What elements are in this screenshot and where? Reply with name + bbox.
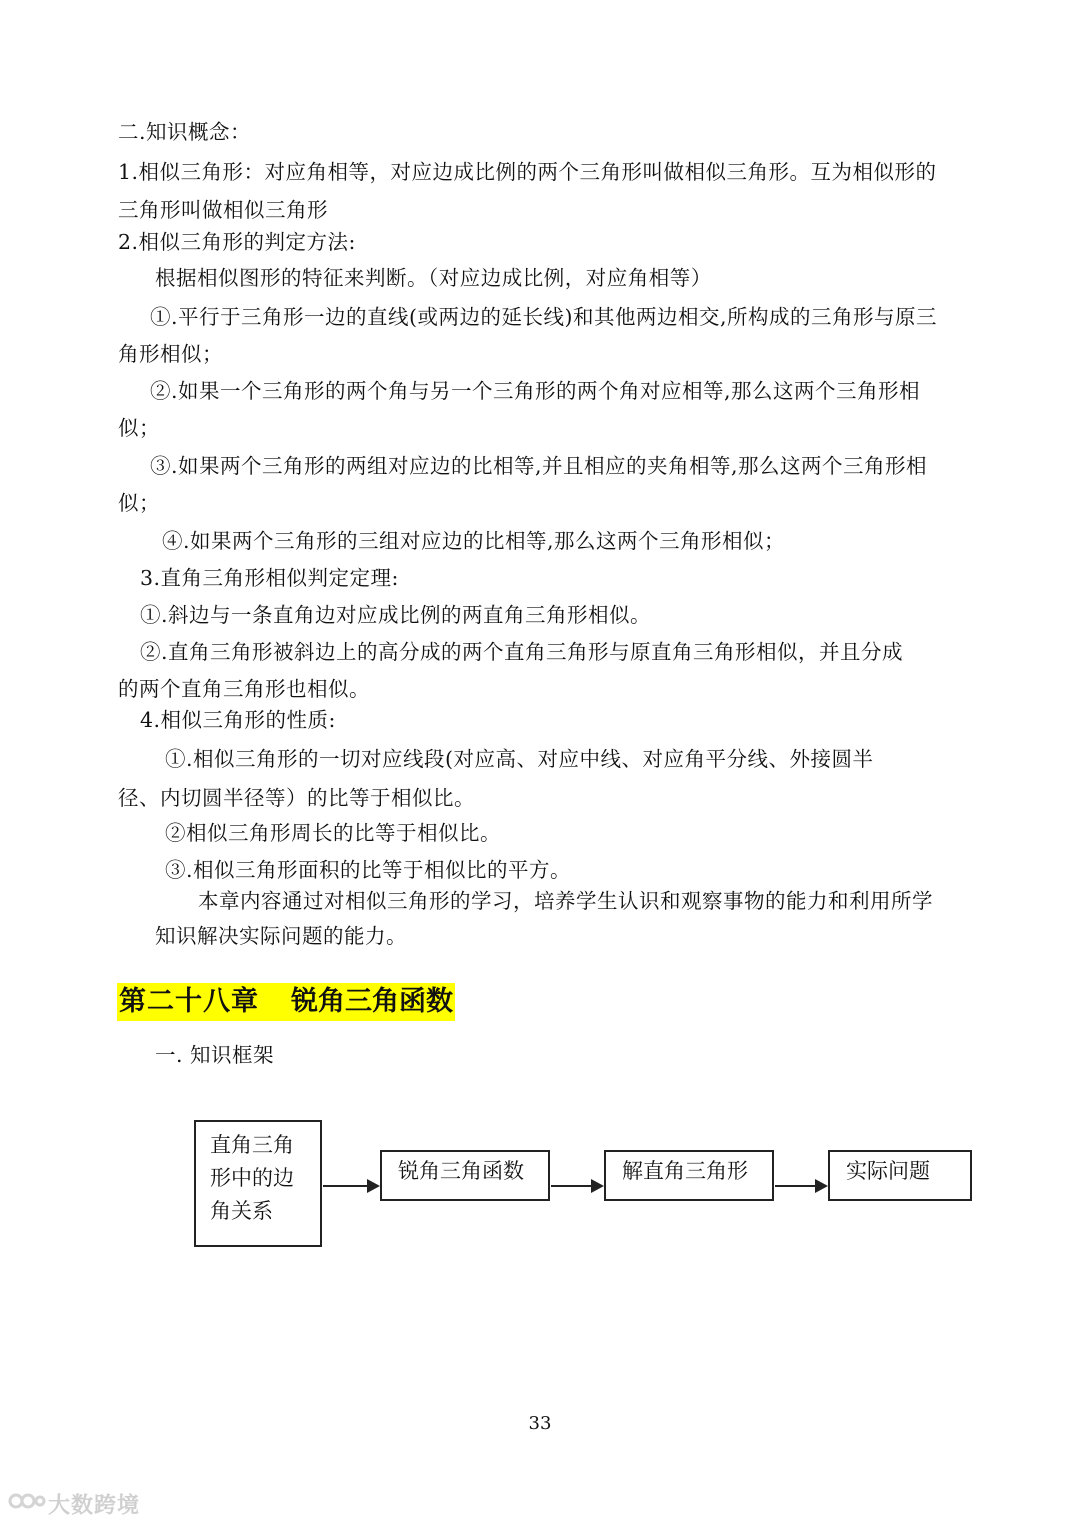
flow-box-1-line-2: 形中的边 [210,1166,294,1190]
right-triangle-criterion-2-line-1: ②.直角三角形被斜边上的高分成的两个直角三角形与原直角三角形相似，并且分成 [140,640,904,664]
criterion-3-line-2: 似； [118,491,160,515]
flow-box-2-label: 锐角三角函数 [398,1159,524,1183]
criterion-1-line-2: 角形相似； [118,342,223,366]
flow-box-right-triangle-relations [194,1120,322,1247]
chapter-number: 第二十八章 [119,986,259,1017]
paragraph-2-intro: 根据相似图形的特征来判断。（对应边成比例，对应角相等） [155,266,712,290]
watermark [8,1488,148,1522]
property-1-line-2: 径、内切圆半径等）的比等于相似比。 [118,786,475,810]
summary-line-2: 知识解决实际问题的能力。 [155,924,407,948]
watermark-text: 大数跨境 [48,1493,141,1519]
property-2: ②相似三角形周长的比等于相似比。 [165,821,501,845]
criterion-2-line-1: ②.如果一个三角形的两个角与另一个三角形的两个角对应相等,那么这两个三角形相 [150,379,921,403]
watermark-logo-icon [8,1488,48,1525]
flow-box-1-line-1: 直角三角 [210,1133,294,1157]
flow-box-solve-right-triangle [604,1150,774,1201]
right-triangle-criterion-1: ①.斜边与一条直角边对应成比例的两直角三角形相似。 [140,603,652,627]
flow-box-3-label: 解直角三角形 [622,1159,748,1183]
criterion-4: ④.如果两个三角形的三组对应边的比相等,那么这两个三角形相似； [162,529,786,553]
paragraph-4-heading: 4.相似三角形的性质: [140,708,336,732]
criterion-2-line-2: 似； [118,416,160,440]
flow-box-trig-functions [380,1150,550,1201]
section-heading: 二.知识概念： [118,120,252,144]
paragraph-2-heading: 2.相似三角形的判定方法: [118,230,356,254]
framework-heading: 一. 知识框架 [155,1043,275,1067]
chapter-title [117,983,455,1021]
flow-box-practical-problems [828,1150,972,1201]
property-3: ③.相似三角形面积的比等于相似比的平方。 [165,858,572,882]
right-triangle-criterion-2-line-2: 的两个直角三角形也相似。 [118,677,370,701]
flow-arrow-3 [775,1185,826,1187]
chapter-name: 锐角三角函数 [291,986,453,1017]
summary-line-1: 本章内容通过对相似三角形的学习，培养学生认识和观察事物的能力和利用所学 [198,889,933,913]
flow-arrow-1 [323,1185,378,1187]
paragraph-1-line-1: 1.相似三角形：对应角相等，对应边成比例的两个三角形叫做相似三角形。互为相似形的 [118,160,937,184]
flow-arrow-2 [551,1185,602,1187]
criterion-1-line-1: ①.平行于三角形一边的直线(或两边的延长线)和其他两边相交,所构成的三角形与原三 [150,305,938,329]
paragraph-1-line-2: 三角形叫做相似三角形 [118,198,328,222]
property-1-line-1: ①.相似三角形的一切对应线段(对应高、对应中线、对应角平分线、外接圆半 [165,747,874,771]
flow-box-1-line-3: 角关系 [210,1199,273,1223]
page-number: 33 [528,1413,552,1434]
paragraph-3-heading: 3.直角三角形相似判定定理: [140,566,399,590]
criterion-3-line-1: ③.如果两个三角形的两组对应边的比相等,并且相应的夹角相等,那么这两个三角形相 [150,454,928,478]
flow-box-4-label: 实际问题 [846,1159,930,1183]
